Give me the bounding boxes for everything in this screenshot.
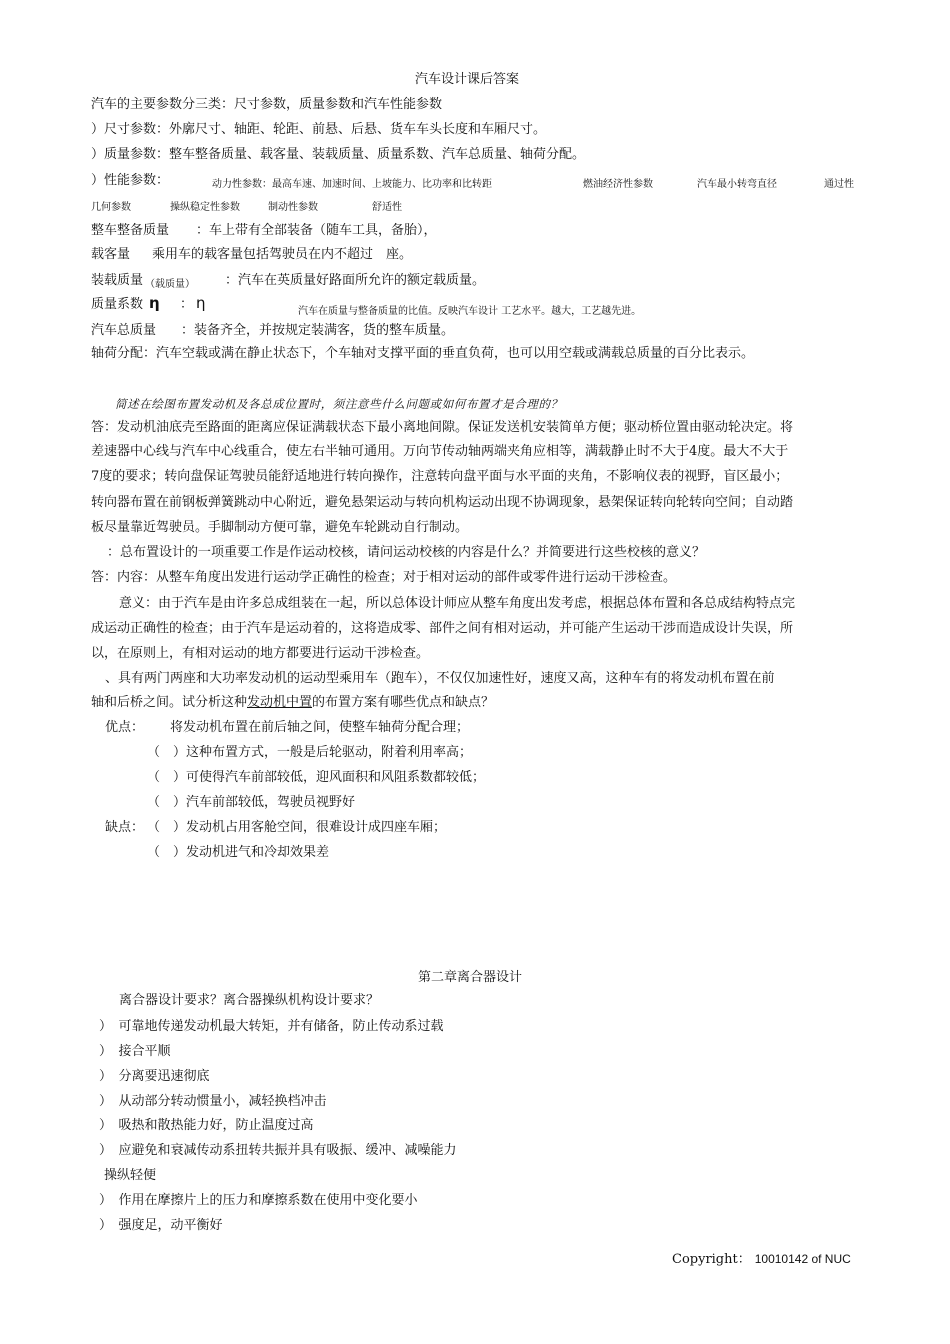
perf-item-fuel: 燃油经济性参数	[583, 179, 653, 190]
answer-1-line: 答：发动机油底壳至路面的距离应保证满载状态下最小离地间隙。保证发送机安装简单方便；驱动桥位置由驱动轮决定。将	[91, 420, 794, 435]
gross-mass-label: 汽车总质量	[91, 323, 157, 338]
question-2: ：总布置设计的一项重要工作是作运动校核，请问运动校核的内容是什么？并简要进行这些校核的意义？	[107, 545, 706, 560]
mass-params: ）质量参数：整车整备质量、载客量、装载质量、质量系数、汽车总质量、轴荷分配。	[91, 147, 586, 162]
answer-1-line: 转向器布置在前钢板弹簧跳动中心附近，避免悬架运动与转向机构运动出现不协调现象，悬架保证转向轮转向空间；自动踏	[91, 495, 794, 510]
perf-item-dynamic: 动力性参数：最高车速、加速时间、上坡能力、比功率和比转距	[212, 179, 492, 190]
advantage-item: （ ）可使得汽车前部较低，迎风面积和风阻系数都较低；	[147, 770, 486, 785]
disadvantage-item: （ ）发动机进气和冷却效果差	[147, 845, 330, 860]
mid-engine-underlined: 发动机中置	[247, 695, 313, 710]
mass-coef-label: 质量系数	[91, 297, 144, 312]
advantage-item: （ ）汽车前部较低，驾驶员视野好	[147, 795, 356, 810]
passenger-text: 乘用车的载客量包括驾驶员在内不超过 座。	[152, 247, 413, 262]
mass-coef-text: 汽车在质量与整备质量的比值。反映汽车设计 工艺水平。越大，工艺越先进。	[298, 306, 642, 317]
perf-item-geometry: 几何参数	[91, 202, 131, 213]
question-1: 简述在绘图布置发动机及各总成位置时，须注意些什么问题或如何布置才是合理的？	[115, 397, 563, 411]
perf-item-braking: 制动性参数	[268, 202, 318, 213]
performance-params-label: ）性能参数：	[91, 173, 170, 188]
advantages-label: 优点：	[105, 720, 145, 735]
answer-1-line: 7度的要求；转向盘保证驾驶员能舒适地进行转向操作，注意转向盘平面与水平面的夹角，不影响仪表的视野，盲区最小；	[91, 469, 789, 484]
load-mass-label-small: （载质量）	[145, 279, 195, 290]
answer-1-line: 板尽量靠近驾驶员。手脚制动方便可靠，避免车轮跳动自行制动。	[91, 520, 469, 535]
chapter-2-title: 第二章离合器设计	[418, 970, 523, 985]
load-mass-text: ：汽车在英质量好路面所允许的额定载质量。	[225, 273, 486, 288]
requirement-item: ） 可靠地传递发动机最大转矩，并有储备，防止传动系过载	[99, 1019, 444, 1034]
perf-item-turning: 汽车最小转弯直径	[697, 179, 777, 190]
disadvantages-label: 缺点：	[105, 820, 145, 835]
advantage-first: 将发动机布置在前后轴之间，使整车轴荷分配合理；	[170, 720, 470, 735]
eta-symbol: η	[149, 294, 160, 312]
requirement-item: ） 强度足，动平衡好	[99, 1218, 223, 1233]
dimension-params: ）尺寸参数：外廓尺寸、轴距、轮距、前悬、后悬、货车车头长度和车厢尺寸。	[91, 122, 547, 137]
answer-1-line: 差速器中心线与汽车中心线重合，使左右半轴可通用。万向节传动轴两端夹角应相等，满载静止时不大于4度。最大不大于	[91, 444, 789, 459]
chapter-2-question: 离合器设计要求？离合器操纵机构设计要求？	[119, 993, 380, 1008]
answer-2-content: 答：内容：从整车角度出发进行运动学正确性的检查；对于相对运动的部件或零件进行运动干涉检查。	[91, 570, 677, 585]
question-3-line-2	[91, 694, 494, 712]
load-mass-label: 装载质量	[91, 273, 144, 288]
copyright-footer	[672, 1248, 851, 1267]
mass-coef-colon: ：	[180, 297, 194, 312]
question-3-pre: 轴和后桥之间。试分析这种	[91, 695, 248, 710]
page-title: 汽车设计课后答案	[415, 72, 520, 87]
requirement-item: ） 吸热和散热能力好，防止温度过高	[99, 1118, 314, 1133]
question-3-line-1: 、具有两门两座和大功率发动机的运动型乘用车（跑车），不仅仅加速性好，速度又高，这种车有的将发动机布置在前	[105, 671, 775, 686]
perf-item-handling: 操纵稳定性参数	[170, 202, 240, 213]
disadvantage-item: （ ）发动机占用客舱空间，很难设计成四座车厢；	[147, 820, 447, 835]
answer-2-meaning-line: 意义：由于汽车是由许多总成组装在一起，所以总体设计师应从整车角度出发考虑，根据总体布置和各总成结构特点完	[119, 596, 796, 611]
curb-mass-text: ：车上带有全部装备（随车工具，备胎），	[196, 223, 437, 238]
perf-item-passability: 通过性	[824, 179, 854, 190]
question-3-post: 的布置方案有哪些优点和缺点？	[312, 695, 495, 710]
requirement-item: ） 分离要迅速彻底	[99, 1069, 210, 1084]
requirement-item: ） 从动部分转动惯量小，减轻换档冲击	[99, 1094, 327, 1109]
eta-symbol-2: η	[196, 294, 206, 312]
copyright-label: Copyright：	[672, 1252, 751, 1267]
passenger-label: 载客量	[91, 247, 131, 262]
perf-item-comfort: 舒适性	[372, 202, 402, 213]
requirement-item: ） 作用在摩擦片上的压力和摩擦系数在使用中变化要小	[99, 1193, 418, 1208]
params-intro: 汽车的主要参数分三类：尺寸参数，质量参数和汽车性能参数	[91, 97, 443, 112]
axle-load-text: 轴荷分配：汽车空载或满在静止状态下，个车轴对支撑平面的垂直负荷，也可以用空载或满载总质量的百分比表示。	[91, 346, 755, 361]
curb-mass-label: 整车整备质量	[91, 223, 170, 238]
gross-mass-text: ：装备齐全，并按规定装满客，货的整车质量。	[181, 323, 455, 338]
operate-light-label: 操纵轻便	[104, 1168, 157, 1183]
requirement-item: ） 应避免和衰减传动系扭转共振并具有吸振、缓冲、减噪能力	[99, 1143, 457, 1158]
requirement-item: ） 接合平顺	[99, 1044, 171, 1059]
answer-2-meaning-line: 以，在原则上，有相对运动的地方都要进行运动干涉检查。	[91, 646, 430, 661]
advantage-item: （ ）这种布置方式，一般是后轮驱动，附着利用率高；	[147, 745, 473, 760]
answer-2-meaning-line: 成运动正确性的检查；由于汽车是运动着的，这将造成零、部件之间有相对运动，并可能产生运动干涉而造成设计失误，所	[91, 621, 794, 636]
copyright-id: 10010142 of NUC	[754, 1252, 851, 1266]
